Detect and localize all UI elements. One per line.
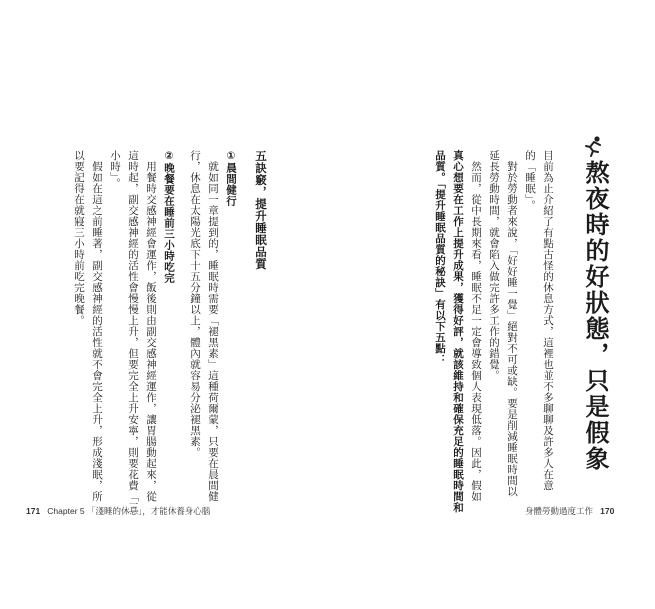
section-title: 五訣竅，提升睡眠品質 [254,150,268,270]
left-text-col-7: 小時」。 [109,150,121,189]
right-text-col-7: 品質。「提升睡眠品質的秘訣」有以下五點： [434,150,446,365]
right-text-col-5: 然而，從中長期來看，睡眠不足一定會導致個人表現低落。因此，假如 [470,150,482,502]
left-text-col-5: 用餐時交感神經會運作，飯後則由副交感神經運作，讓胃腸動起來，從 [145,150,157,502]
left-page-number: 171 [26,506,41,516]
left-folio [26,505,210,517]
running-figure-icon [582,135,604,157]
right-text-col-3: 對於勞動者來說，「好好睡一覺」絕對不可或缺。要是削減睡眠時間以 [506,150,518,497]
right-folio-label: 身體勞動過度工作 [525,506,594,516]
right-page-number: 170 [600,506,615,516]
left-folio-label: Chapter 5 「淺睡的休息」，才能休養身心腦 [47,506,211,516]
right-folio [525,505,614,517]
left-text-col-6: 這時起，副交感神經的活性會慢慢上升，但要完全上升安寧，則要花費「三 [127,150,139,513]
right-text-col-4: 延長勞動時間，就會陷入做完許多工作的錯覺。 [488,150,500,381]
right-text-col-1: 目前為止介紹了有點古怪的休息方式，這裡也並不多聊聊及許多人在意 [542,150,554,491]
chapter-heading: 熬夜時的好狀態，只是假象 [581,160,610,472]
left-text-col-9: 以要記得在就寢三小時前吃完晚餐。 [73,150,85,326]
right-text-col-2: 的「睡眠」。 [524,150,536,211]
left-text-col-4: ②晚餐要在睡前三小時吃完 [163,150,175,284]
left-text-col-8: 假如在這之前睡著，副交感神經的活性就不會完全上升，形成淺眠，所 [91,150,103,502]
left-text-col-3: 行，休息在太陽光底下十五分鐘以上，體內就容易分泌褪黑素。 [189,150,201,458]
right-text-col-6: 真心想要在工作上提升成果，獲得好評，就該維持和確保充足的睡眠時間和 [452,150,464,513]
left-text-col-2: 就如同一章提到的，睡眠時需要「褪黑素」這種荷爾蒙，只要在晨間健 [207,150,219,502]
left-text-col-1: ①晨間健行 [225,150,237,207]
